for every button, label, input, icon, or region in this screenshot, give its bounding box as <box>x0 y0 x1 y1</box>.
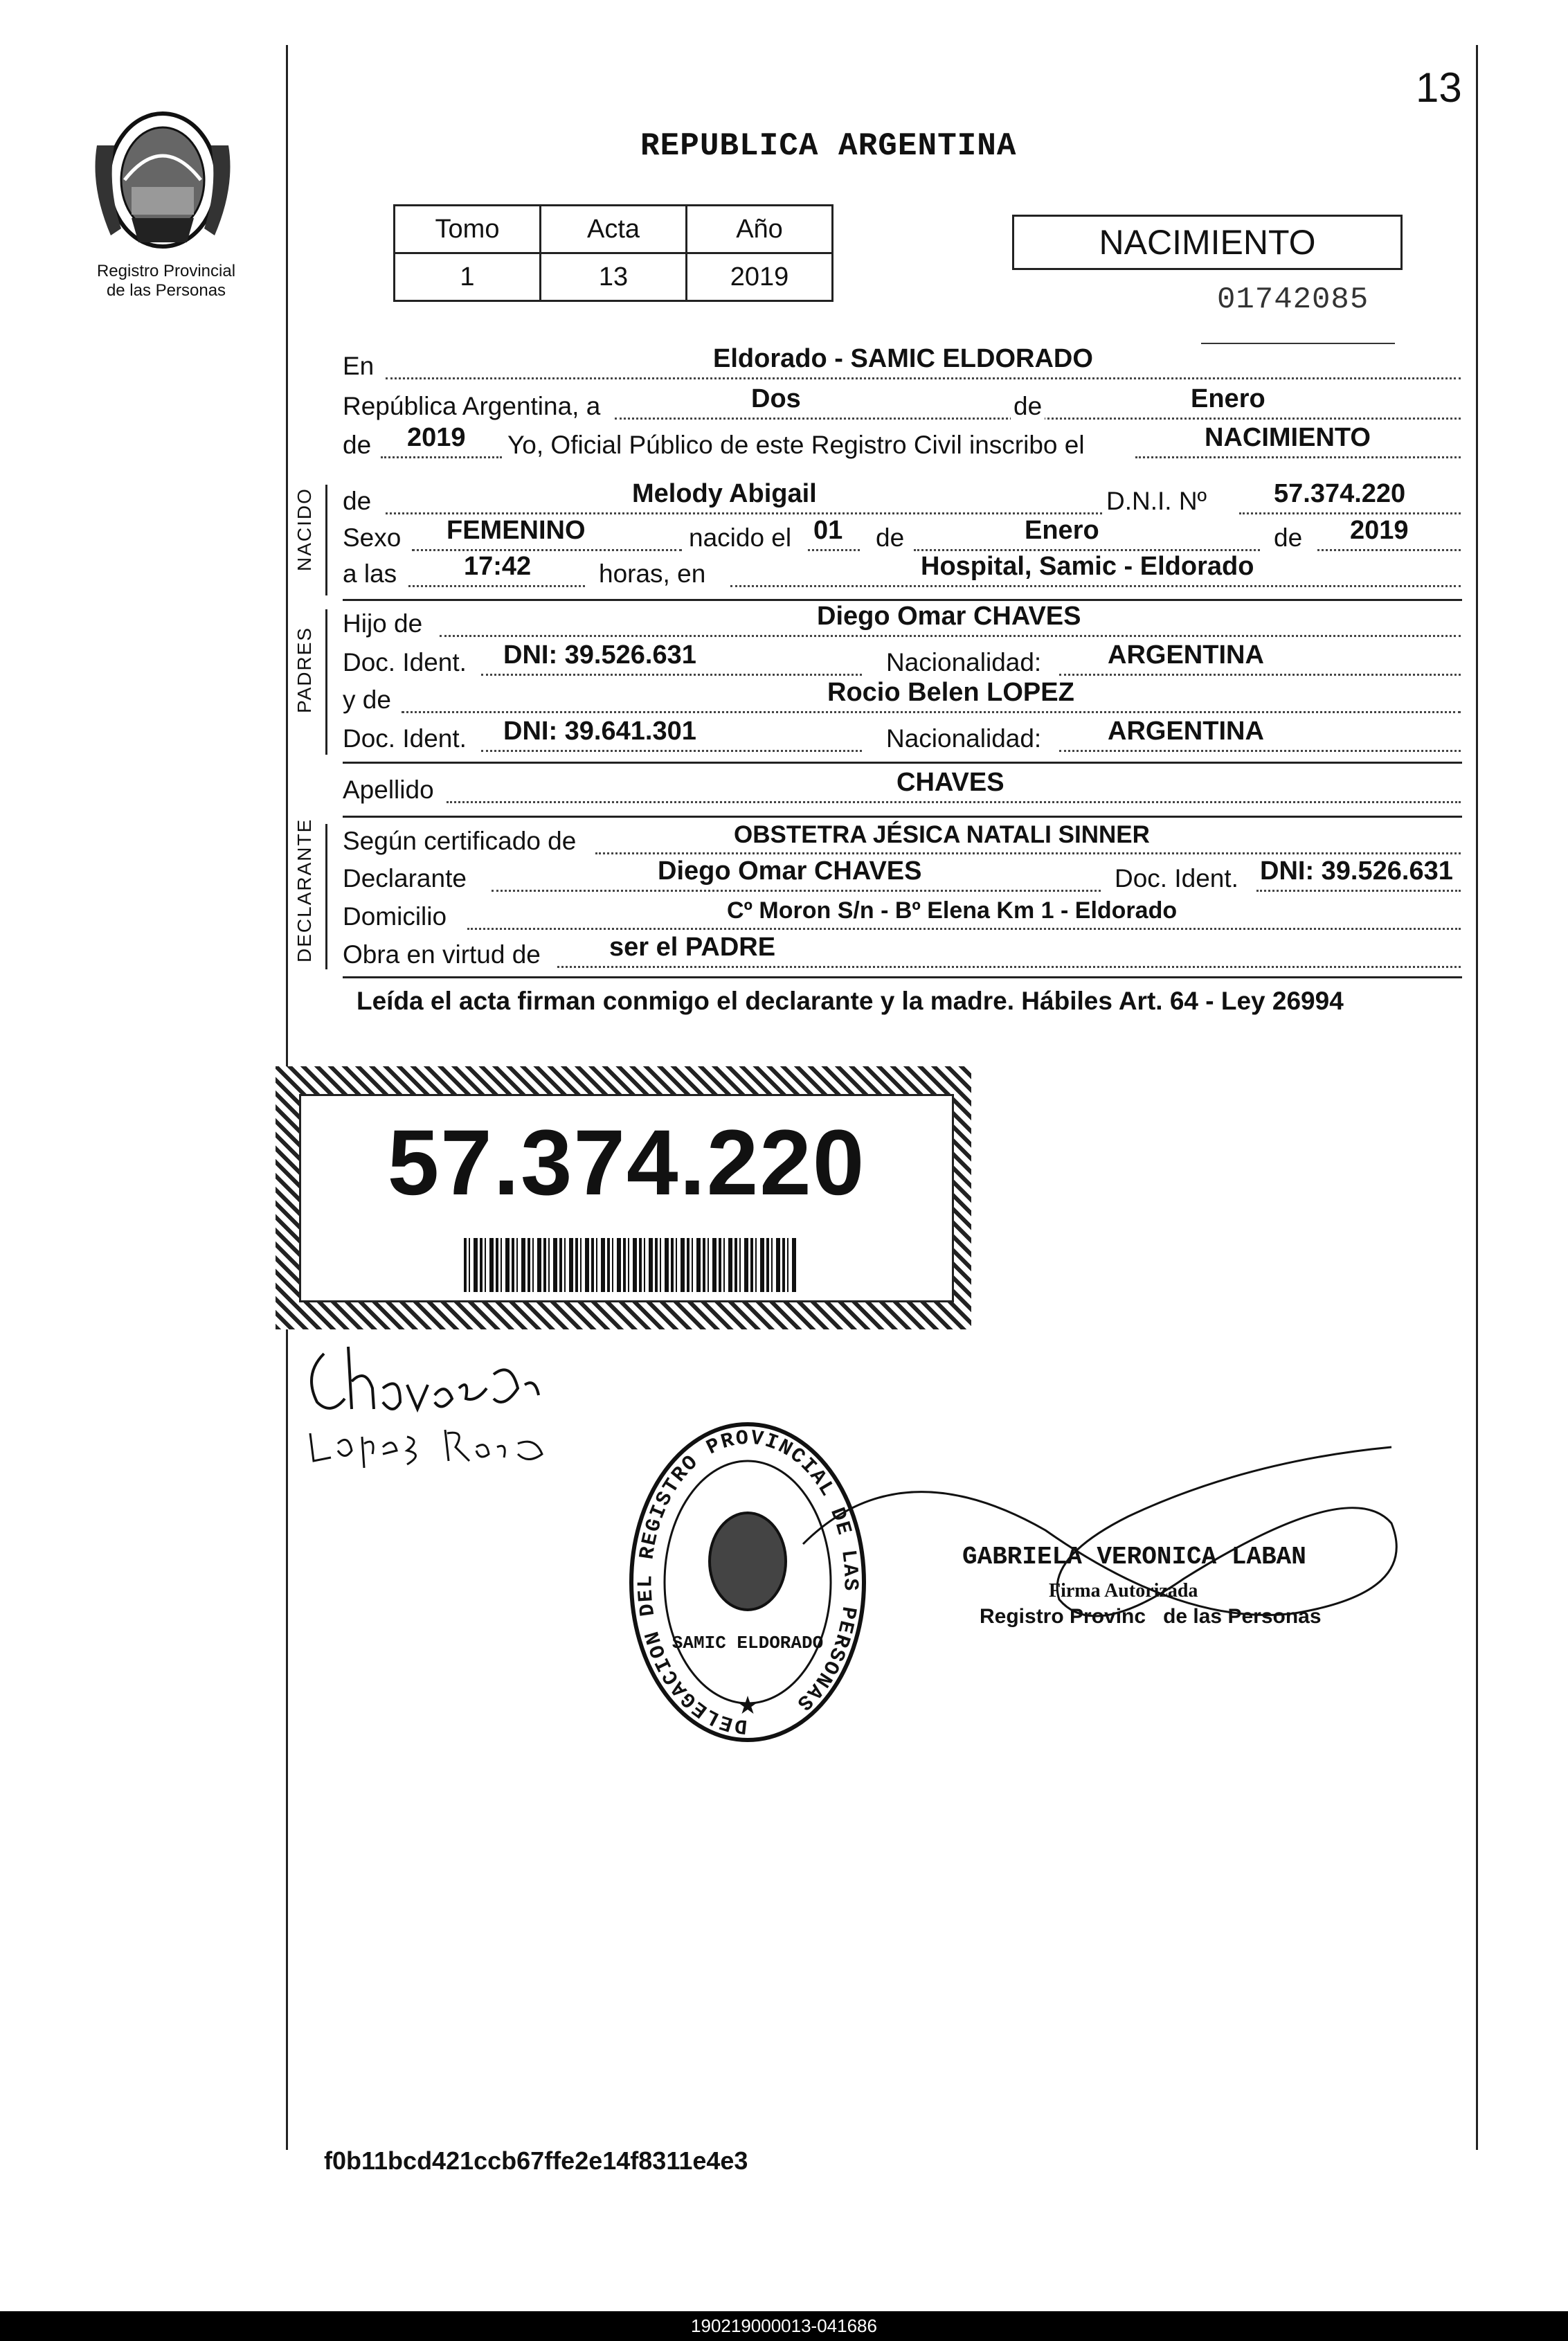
hora-value: 17:42 <box>464 552 532 581</box>
madre-nac-label: Nacionalidad: <box>886 724 1042 753</box>
en-value: Eldorado - SAMIC ELDORADO <box>713 344 1093 373</box>
madre-doc: DNI: 39.641.301 <box>503 717 696 746</box>
registry-label-line2: de las Personas <box>106 281 226 300</box>
signature-text-2: Lopez Rocio <box>7 1357 11 1358</box>
lugar-value: Hospital, Samic - Eldorado <box>921 552 1254 581</box>
madre-doc-label: Doc. Ident. <box>343 724 467 753</box>
right-margin-line <box>1476 45 1478 2150</box>
document-hash: f0b11bcd421ccb67ffe2e14f8311e4e3 <box>324 2146 748 2175</box>
apellido-label: Apellido <box>343 775 434 804</box>
nacido-section-label: NACIDO <box>294 487 315 571</box>
dia-value: Dos <box>751 384 801 413</box>
nacido-label: nacido el <box>689 523 792 552</box>
declarante-doc: DNI: 39.526.631 <box>1260 856 1453 886</box>
row-republica <box>343 386 1461 425</box>
nacido-anio: 2019 <box>1350 516 1409 545</box>
document-title: REPUBLICA ARGENTINA <box>640 128 1017 164</box>
padre-nac: ARGENTINA <box>1108 640 1264 670</box>
sexo-label: Sexo <box>343 523 402 552</box>
row-madre <box>343 680 1461 719</box>
seal-center-text: SAMIC ELDORADO <box>672 1633 824 1653</box>
padres-section-label: PADRES <box>294 626 315 713</box>
page-number: 13 <box>1416 64 1462 111</box>
padre-nac-label: Nacionalidad: <box>886 648 1042 676</box>
reference-value-acta: 13 <box>541 253 687 301</box>
nacido-dia: 01 <box>813 516 843 545</box>
dni-barcode <box>464 1238 796 1292</box>
reference-header-tomo: Tomo <box>395 206 541 253</box>
row-hijo <box>343 604 1461 643</box>
declarante-doc-label: Doc. Ident. <box>1115 864 1238 893</box>
row-oficial <box>343 425 1461 464</box>
dni-sticker-number: 57.374.220 <box>387 1111 866 1214</box>
serial-number: 01742085 <box>1217 282 1369 317</box>
svg-text:★: ★ <box>736 1691 759 1719</box>
horas-label: horas, en <box>599 559 706 588</box>
nacido-mes: Enero <box>1025 516 1099 545</box>
registry-label <box>66 262 267 301</box>
signature-chaves-diego <box>296 1333 559 1471</box>
anio-value: 2019 <box>407 423 466 452</box>
dni-value: 57.374.220 <box>1274 479 1406 508</box>
reference-value-anio: 2019 <box>687 253 833 301</box>
registry-label-line1: Registro Provincial <box>96 262 236 280</box>
nacido-bracket <box>325 485 327 595</box>
official-office: Registro Provinc de las Personas <box>980 1605 1322 1628</box>
reference-header-acta: Acta <box>541 206 687 253</box>
row-padre-doc <box>343 640 1461 681</box>
dni-sticker <box>276 1066 971 1329</box>
madre-value: Rocio Belen LOPEZ <box>827 678 1074 707</box>
row-en <box>343 346 1461 385</box>
declarante-value: Diego Omar CHAVES <box>658 856 922 886</box>
seal-ring-text: DELEGACION DEL REGISTRO PROVINCIAL DE LAS PERSONAS <box>634 1426 862 1738</box>
obra-label: Obra en virtud de <box>343 940 541 969</box>
de-label: de <box>1011 392 1045 421</box>
row-nombre <box>343 481 1461 520</box>
nombre-value: Melody Abigail <box>632 479 817 508</box>
reference-value-tomo: 1 <box>395 253 541 301</box>
yde-label: y de <box>343 685 391 714</box>
padres-rule <box>343 762 1462 764</box>
row-certificado <box>343 821 1461 860</box>
padre-value: Diego Omar CHAVES <box>817 602 1081 631</box>
declarante-section-label: DECLARANTE <box>294 818 315 962</box>
mes-value: Enero <box>1191 384 1265 413</box>
serial-underline <box>1201 343 1395 344</box>
row-hora <box>343 554 1461 593</box>
nacido-de: de <box>876 523 905 552</box>
official-name: GABRIELA VERONICA LABAN <box>962 1543 1306 1571</box>
misiones-coat-of-arms-logo <box>83 104 242 256</box>
row-apellido <box>343 770 1461 809</box>
reference-header-anio: Año <box>687 206 833 253</box>
madre-nac: ARGENTINA <box>1108 717 1264 746</box>
sexo-value: FEMENINO <box>447 516 586 545</box>
certificado-value: OBSTETRA JÉSICA NATALI SINNER <box>734 821 1150 848</box>
domicilio-label: Domicilio <box>343 902 447 931</box>
row-obra <box>343 935 1461 974</box>
declarante-rule <box>343 976 1462 978</box>
republica-label: República Argentina, a <box>343 392 601 420</box>
row-madre-doc <box>343 719 1461 757</box>
declarante-bracket <box>325 824 327 969</box>
closing-text: Leída el acta firman conmigo el declarante y la madre. Hábiles Art. 64 - Ley 26994 <box>357 987 1344 1015</box>
reference-table <box>393 204 833 302</box>
nacido-de2: de <box>1274 523 1303 552</box>
oficial-text: Yo, Oficial Público de este Registro Civil inscribo el <box>507 431 1085 459</box>
apellido-rule <box>343 816 1462 818</box>
padres-bracket <box>325 609 327 755</box>
dni-label: D.N.I. Nº <box>1106 487 1207 515</box>
document-type-box: NACIMIENTO <box>1012 215 1403 270</box>
domicilio-value: Cº Moron S/n - Bº Elena Km 1 - Eldorado <box>727 897 1178 924</box>
anio-prefix: de <box>343 431 372 459</box>
hora-label: a las <box>343 559 397 588</box>
official-role: Firma Autorizada <box>1049 1580 1198 1602</box>
nombre-label: de <box>343 487 372 515</box>
tipo-value: NACIMIENTO <box>1205 423 1371 452</box>
declarante-label: Declarante <box>343 864 467 893</box>
hijo-label: Hijo de <box>343 609 423 638</box>
signature-text-1: ChavesDiego <box>7 1350 12 1351</box>
row-domicilio <box>343 897 1461 935</box>
padre-doc-label: Doc. Ident. <box>343 648 467 676</box>
row-declarante <box>343 856 1461 897</box>
nacido-rule <box>343 599 1462 601</box>
footer-code: 190219000013-041686 <box>691 2315 877 2336</box>
apellido-value: CHAVES <box>896 768 1004 797</box>
padre-doc: DNI: 39.526.631 <box>503 640 696 670</box>
en-label: En <box>343 352 375 380</box>
dni-sticker-inner <box>299 1094 954 1302</box>
row-sexo <box>343 518 1461 557</box>
certificado-label: Según certificado de <box>343 827 577 855</box>
obra-value: ser el PADRE <box>609 933 776 962</box>
